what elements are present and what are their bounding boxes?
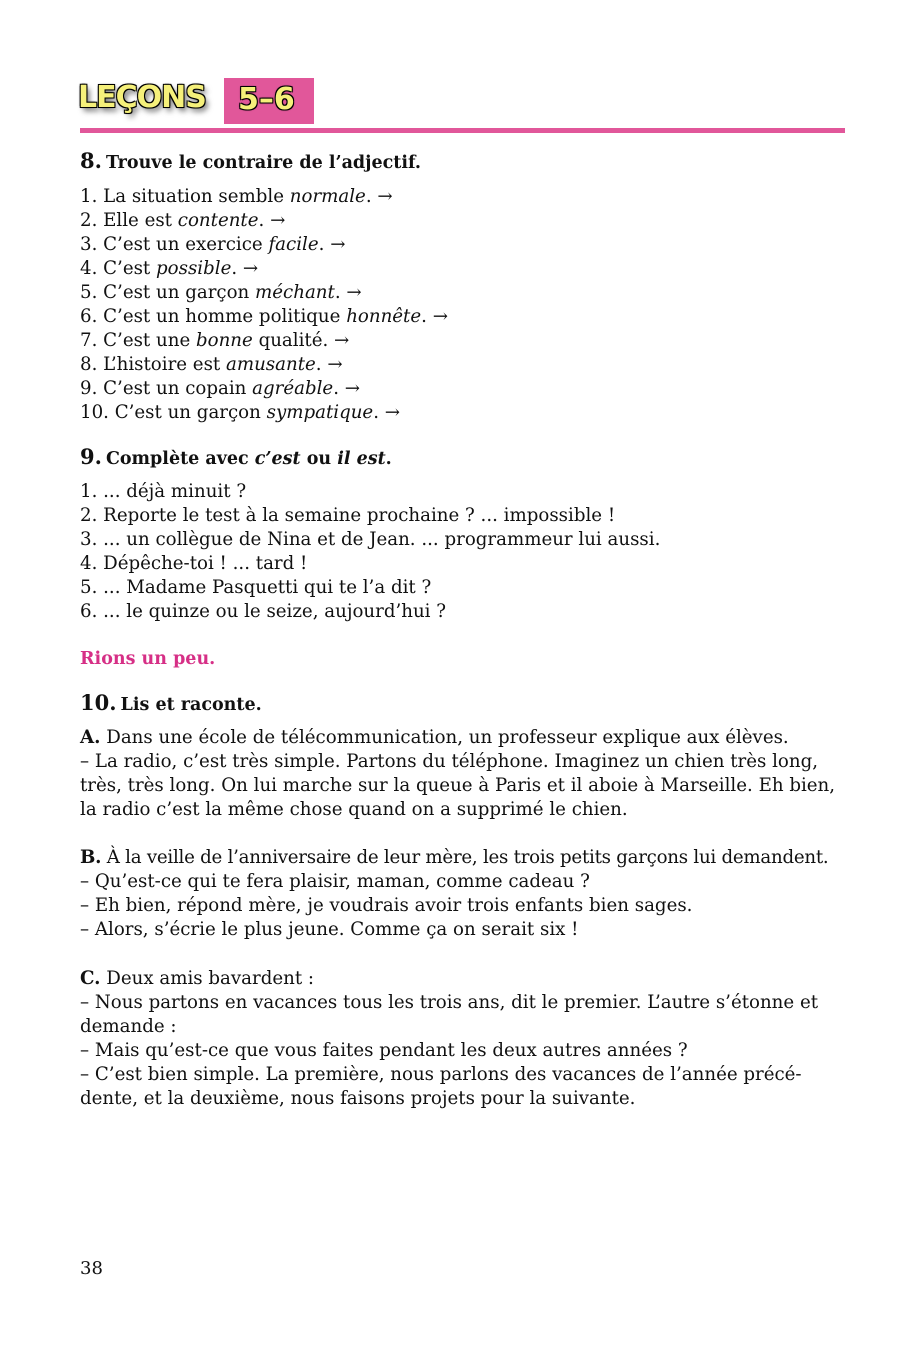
arrow-icon: → (242, 258, 259, 279)
exercise-number: 10. (80, 690, 117, 715)
option-cest: c’est (254, 449, 301, 469)
arrow-icon: → (327, 354, 343, 375)
list-item: 6. ... le quinze ou le seize, aujourd’hui ? (80, 601, 447, 622)
section-heading: Rions un peu. (80, 649, 216, 669)
list-item: 2. Elle est contente. → (80, 210, 286, 231)
arrow-icon: → (334, 330, 350, 351)
list-item: 10. C’est un garçon sympatique. → (80, 402, 401, 423)
list-item: 5. ... Madame Pasquetti qui te l’a dit ? (80, 577, 432, 598)
arrow-icon: → (432, 306, 448, 327)
list-item: 4. C’est possible. → (80, 258, 259, 279)
exercise-9-title: 9. Complète avec c’est ou il est. (80, 444, 392, 469)
story-label: B. (80, 847, 102, 868)
exercise-number: 9. (80, 444, 102, 469)
story-b: B. À la veille de l’anniversaire de leur mère, les trois petits garçons lui demandent. – Qu’est-ce qui te fera plaisir, maman, comme cadeau ? – Eh bien, répond mère, je voudrais avoir trois enfants bien sages. – Alors, s’écrie le plus jeune. Comme ça on serait six ! (80, 847, 829, 940)
exercise-10-title (80, 690, 262, 715)
arrow-icon: → (377, 186, 393, 207)
arrow-icon: → (344, 378, 361, 399)
exercise-9-list (80, 480, 660, 624)
lesson-number: 5–6 (238, 82, 295, 117)
list-item: 2. Reporte le test à la semaine prochaine ? ... impossible ! (80, 505, 616, 526)
exercise-number: 8. (80, 148, 102, 173)
list-item: 3. C’est un exercice facile. → (80, 234, 346, 255)
story-c: C. Deux amis bavardent : – Nous partons en vacances tous les trois ans, dit le premier. L’autre s’étonne et demande : – Mais qu’est-ce que vous faites pendant les deux autres années ? – C’est bien simple. La première, nous parlons des vacances de l’année précé- dente, et la deuxième, nous faisons projets pour la suivante. (80, 968, 819, 1109)
list-item: 4. Dépêche-toi ! ... tard ! (80, 553, 308, 574)
list-item: 5. C’est un garçon méchant. → (80, 282, 362, 303)
list-item: 7. C’est une bonne qualité. → (80, 330, 350, 351)
exercise-instruction: Trouve le contraire de l’adjectif. (105, 153, 421, 173)
exercise-8-list (80, 185, 448, 425)
header-rule (80, 128, 845, 133)
exercise-instruction: Lis et raconte. (120, 695, 262, 715)
story-label: A. (80, 727, 101, 748)
exercise-8-title (80, 148, 421, 173)
list-item: 9. C’est un copain agréable. → (80, 378, 361, 399)
arrow-icon: → (330, 234, 346, 255)
list-item: 1. La situation semble normale. → (80, 186, 393, 207)
list-item: 3. ... un collègue de Nina et de Jean. ... programmeur lui aussi. (80, 529, 661, 550)
lesson-title: LEÇONS (78, 80, 206, 115)
list-item: 1. ... déjà minuit ? (80, 481, 247, 502)
arrow-icon: → (384, 402, 401, 423)
arrow-icon: → (270, 210, 286, 231)
arrow-icon: → (346, 282, 362, 303)
story-label: C. (80, 968, 101, 989)
list-item: 6. C’est un homme politique honnête. → (80, 306, 448, 327)
page-number: 38 (80, 1258, 103, 1279)
list-item: 8. L’histoire est amusante. → (80, 354, 343, 375)
option-il-est: il est (337, 449, 386, 469)
story-a: A. Dans une école de télécommunication, un professeur explique aux élèves. – La radio, c’est très simple. Partons du téléphone. Imaginez un chien très long, très, très long. On lui marche sur la queue à Paris et il aboie à Marseille. Eh bien, la radio c’est la même chose quand on a supprimé le chien. (80, 727, 836, 820)
